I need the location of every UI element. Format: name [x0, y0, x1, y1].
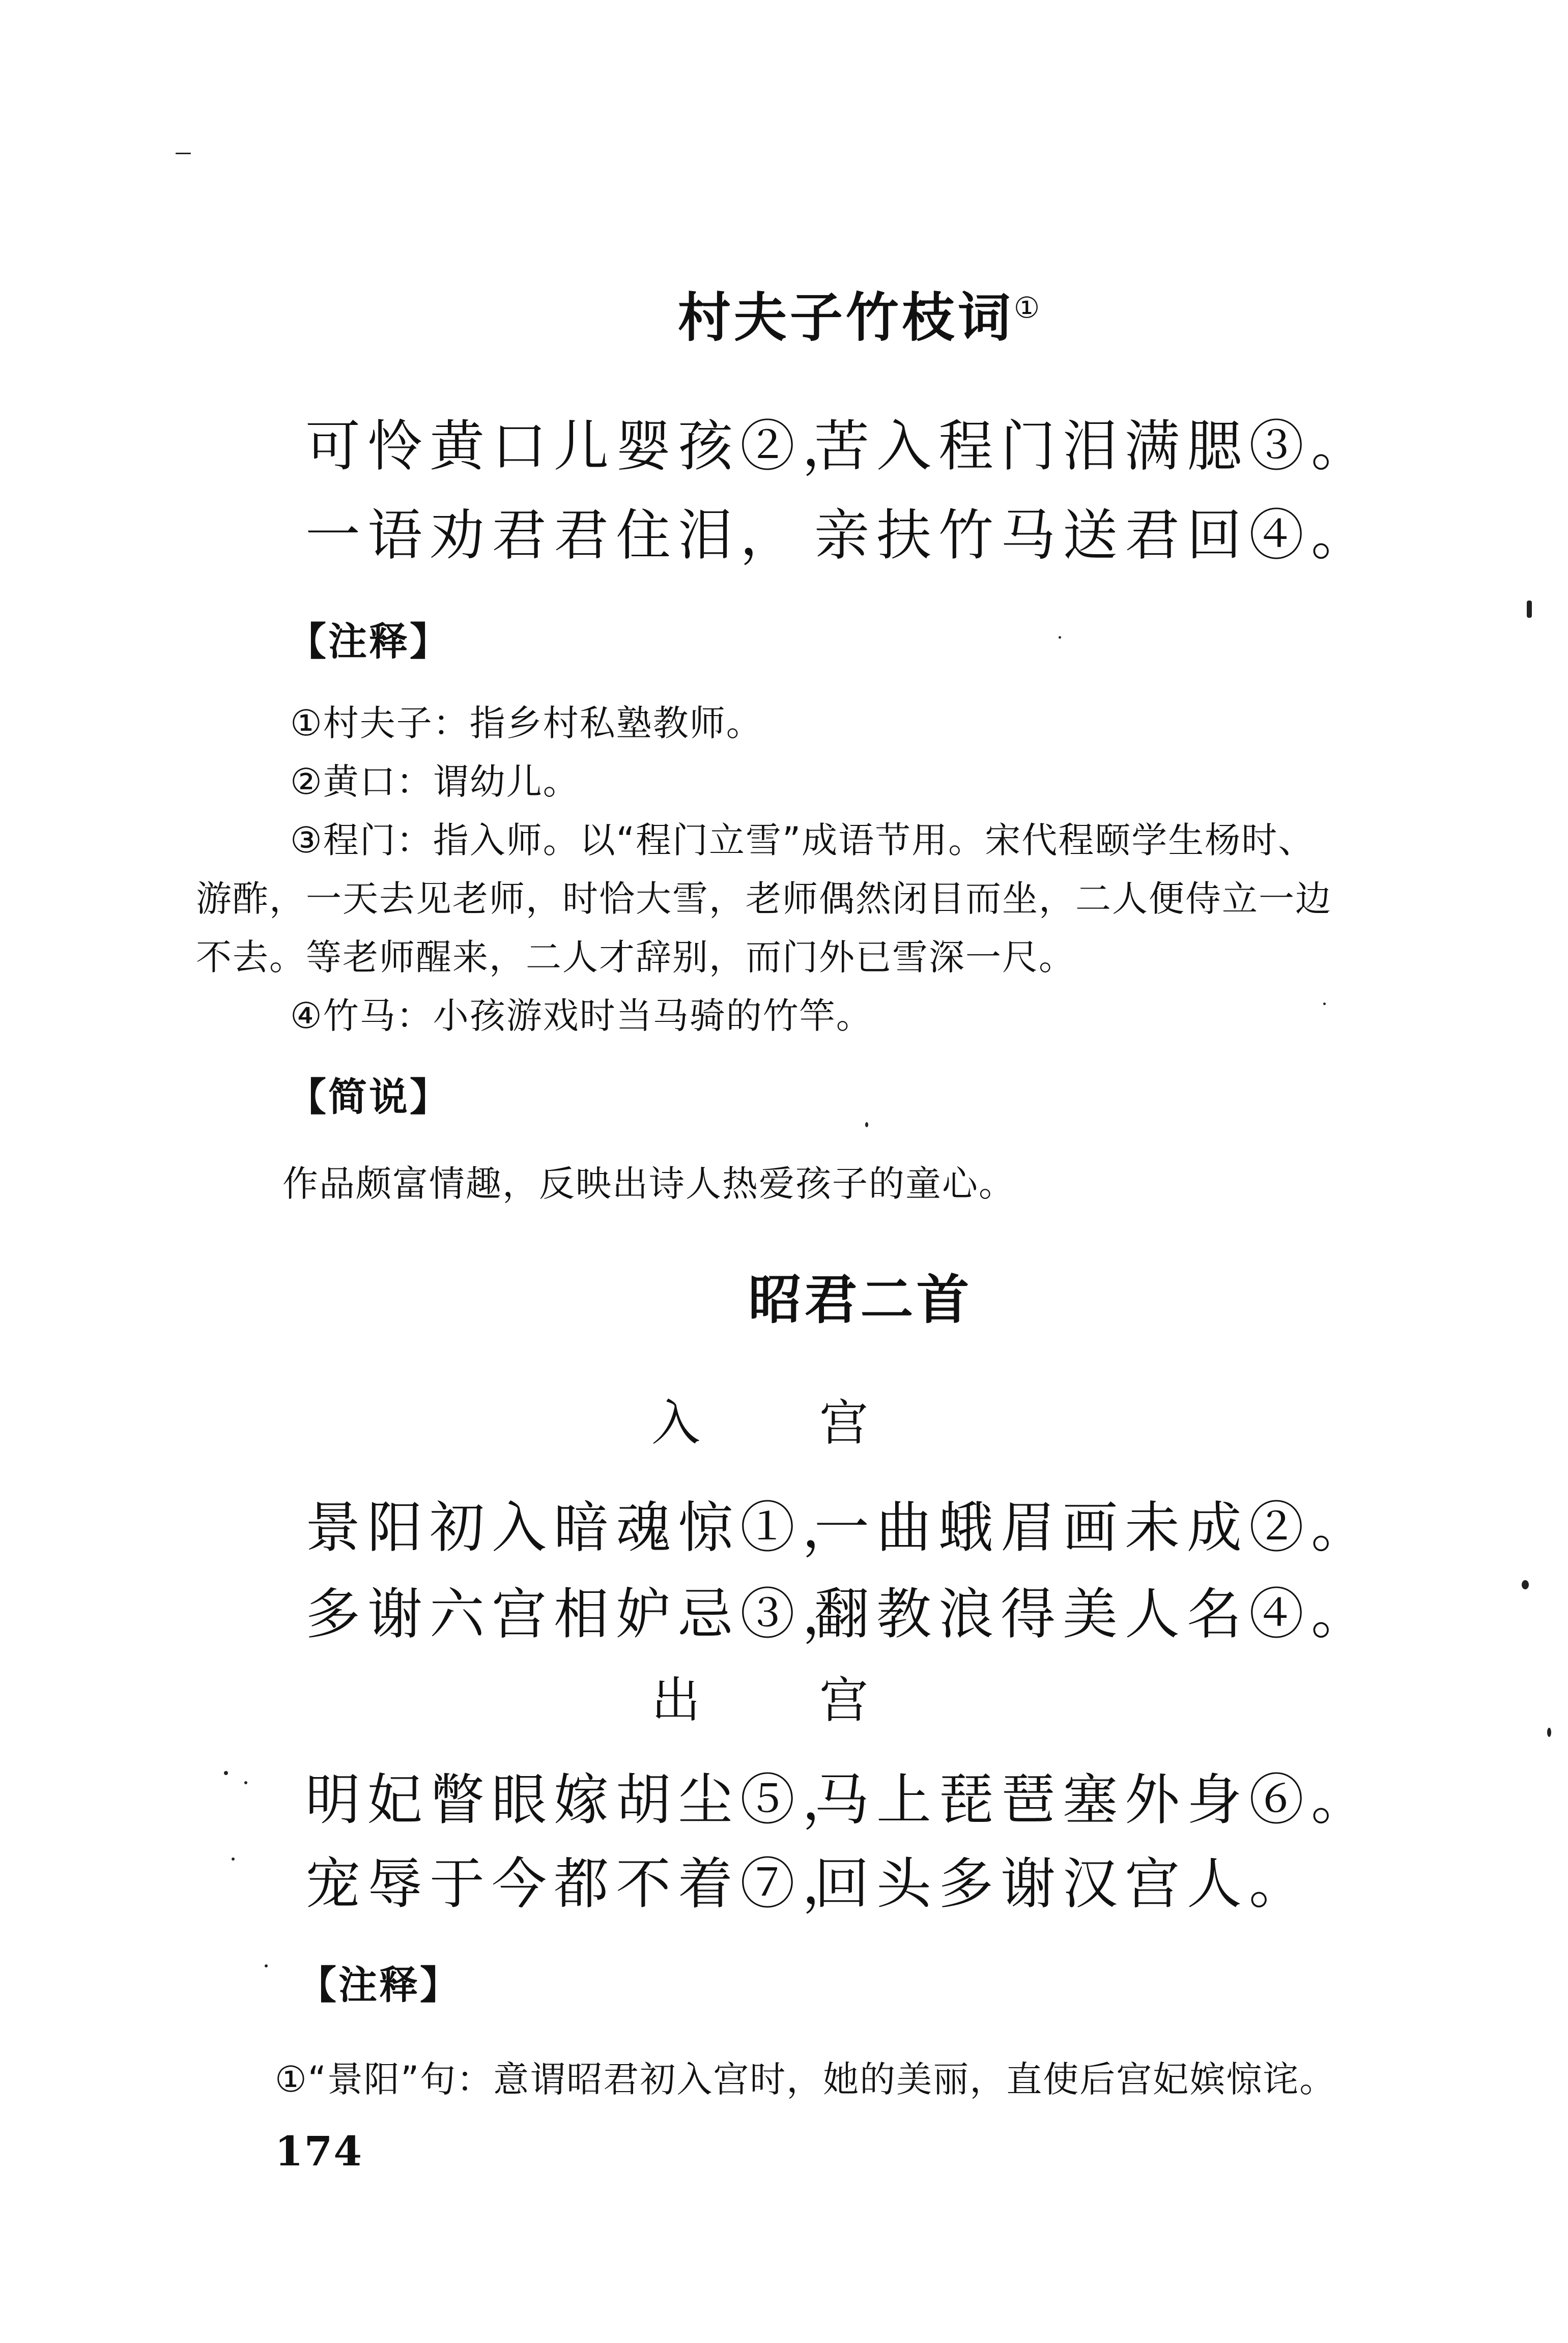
notes-heading: 【注释】 — [298, 1962, 461, 2008]
poem-line-first-half: 可怜黄口儿婴孩②， — [305, 415, 865, 478]
note-line: ②黄口：谓幼儿。 — [290, 761, 580, 803]
poem-line-second-half: 翻教浪得美人名④。 — [814, 1583, 1374, 1646]
scan-speck — [232, 1858, 235, 1861]
subtitle-char: 宫 — [819, 1672, 868, 1729]
poem-line-second-half: 苦入程门泪满腮③。 — [814, 415, 1374, 478]
poem-title — [76, 275, 1568, 351]
poem-line-first-half: 宠辱于今都不着⑦， — [305, 1852, 865, 1916]
scan-speck — [865, 1122, 868, 1127]
poem-line-first-half: 景阳初入暗魂惊①， — [305, 1496, 865, 1560]
page-number: 174 — [275, 2127, 363, 2175]
note-line: ①村夫子：指乡村私塾教师。 — [290, 702, 763, 744]
scan-speck — [1527, 601, 1532, 618]
scan-speck — [176, 153, 191, 154]
poem-line-first-half: 一语劝君君住泪， — [305, 504, 803, 567]
poem-line-second-half: 一曲蛾眉画未成②。 — [814, 1496, 1374, 1560]
note-line: ③程门：指入师。以“程门立雪”成语节用。宋代程颐学生杨时、 — [290, 819, 1315, 861]
poem-line-first-half: 明妃瞥眼嫁胡尘⑤， — [305, 1768, 865, 1832]
note-line: 不去。等老师醒来，二人才辞别，而门外已雪深一尺。 — [196, 936, 1075, 978]
poem-line-second-half: 马上琵琶塞外身⑥。 — [814, 1768, 1374, 1832]
poem-title-text: 昭君二首 — [748, 1269, 973, 1331]
note-line: ④竹马：小孩游戏时当马骑的竹竿。 — [290, 995, 873, 1037]
scan-speck — [1522, 1580, 1529, 1589]
subtitle-char: 出 — [651, 1672, 700, 1729]
poem-line-second-half: 回头多谢汉宫人。 — [814, 1852, 1312, 1916]
footnote-mark: ① — [1013, 291, 1043, 325]
scan-speck — [265, 1964, 268, 1967]
note-line: 游酢，一天去见老师，时恰大雪，老师偶然闭目而坐，二人便侍立一边 — [196, 878, 1332, 920]
poem-title-text: 村夫子竹枝词 — [677, 287, 1014, 349]
commentary-heading: 【简说】 — [288, 1074, 450, 1120]
note-line: ①“景阳”句：意谓昭君初入宫时，她的美丽，直使后宫妃嫔惊诧。 — [275, 2059, 1336, 2100]
subtitle-char: 宫 — [819, 1394, 868, 1451]
notes-heading: 【注释】 — [288, 619, 450, 664]
poem-line-first-half: 多谢六宫相妒忌③， — [305, 1583, 865, 1646]
poem-line-second-half: 亲扶竹马送君回④。 — [814, 504, 1374, 567]
scan-speck — [224, 1771, 228, 1775]
scan-speck — [1547, 1728, 1551, 1737]
scan-speck — [1323, 1003, 1326, 1005]
commentary-text: 作品颇富情趣，反映出诗人热爱孩子的童心。 — [282, 1163, 1015, 1205]
scan-speck — [1059, 636, 1061, 639]
poem-title — [76, 1257, 1568, 1333]
scan-speck — [244, 1781, 247, 1784]
subtitle-char: 入 — [651, 1394, 700, 1451]
